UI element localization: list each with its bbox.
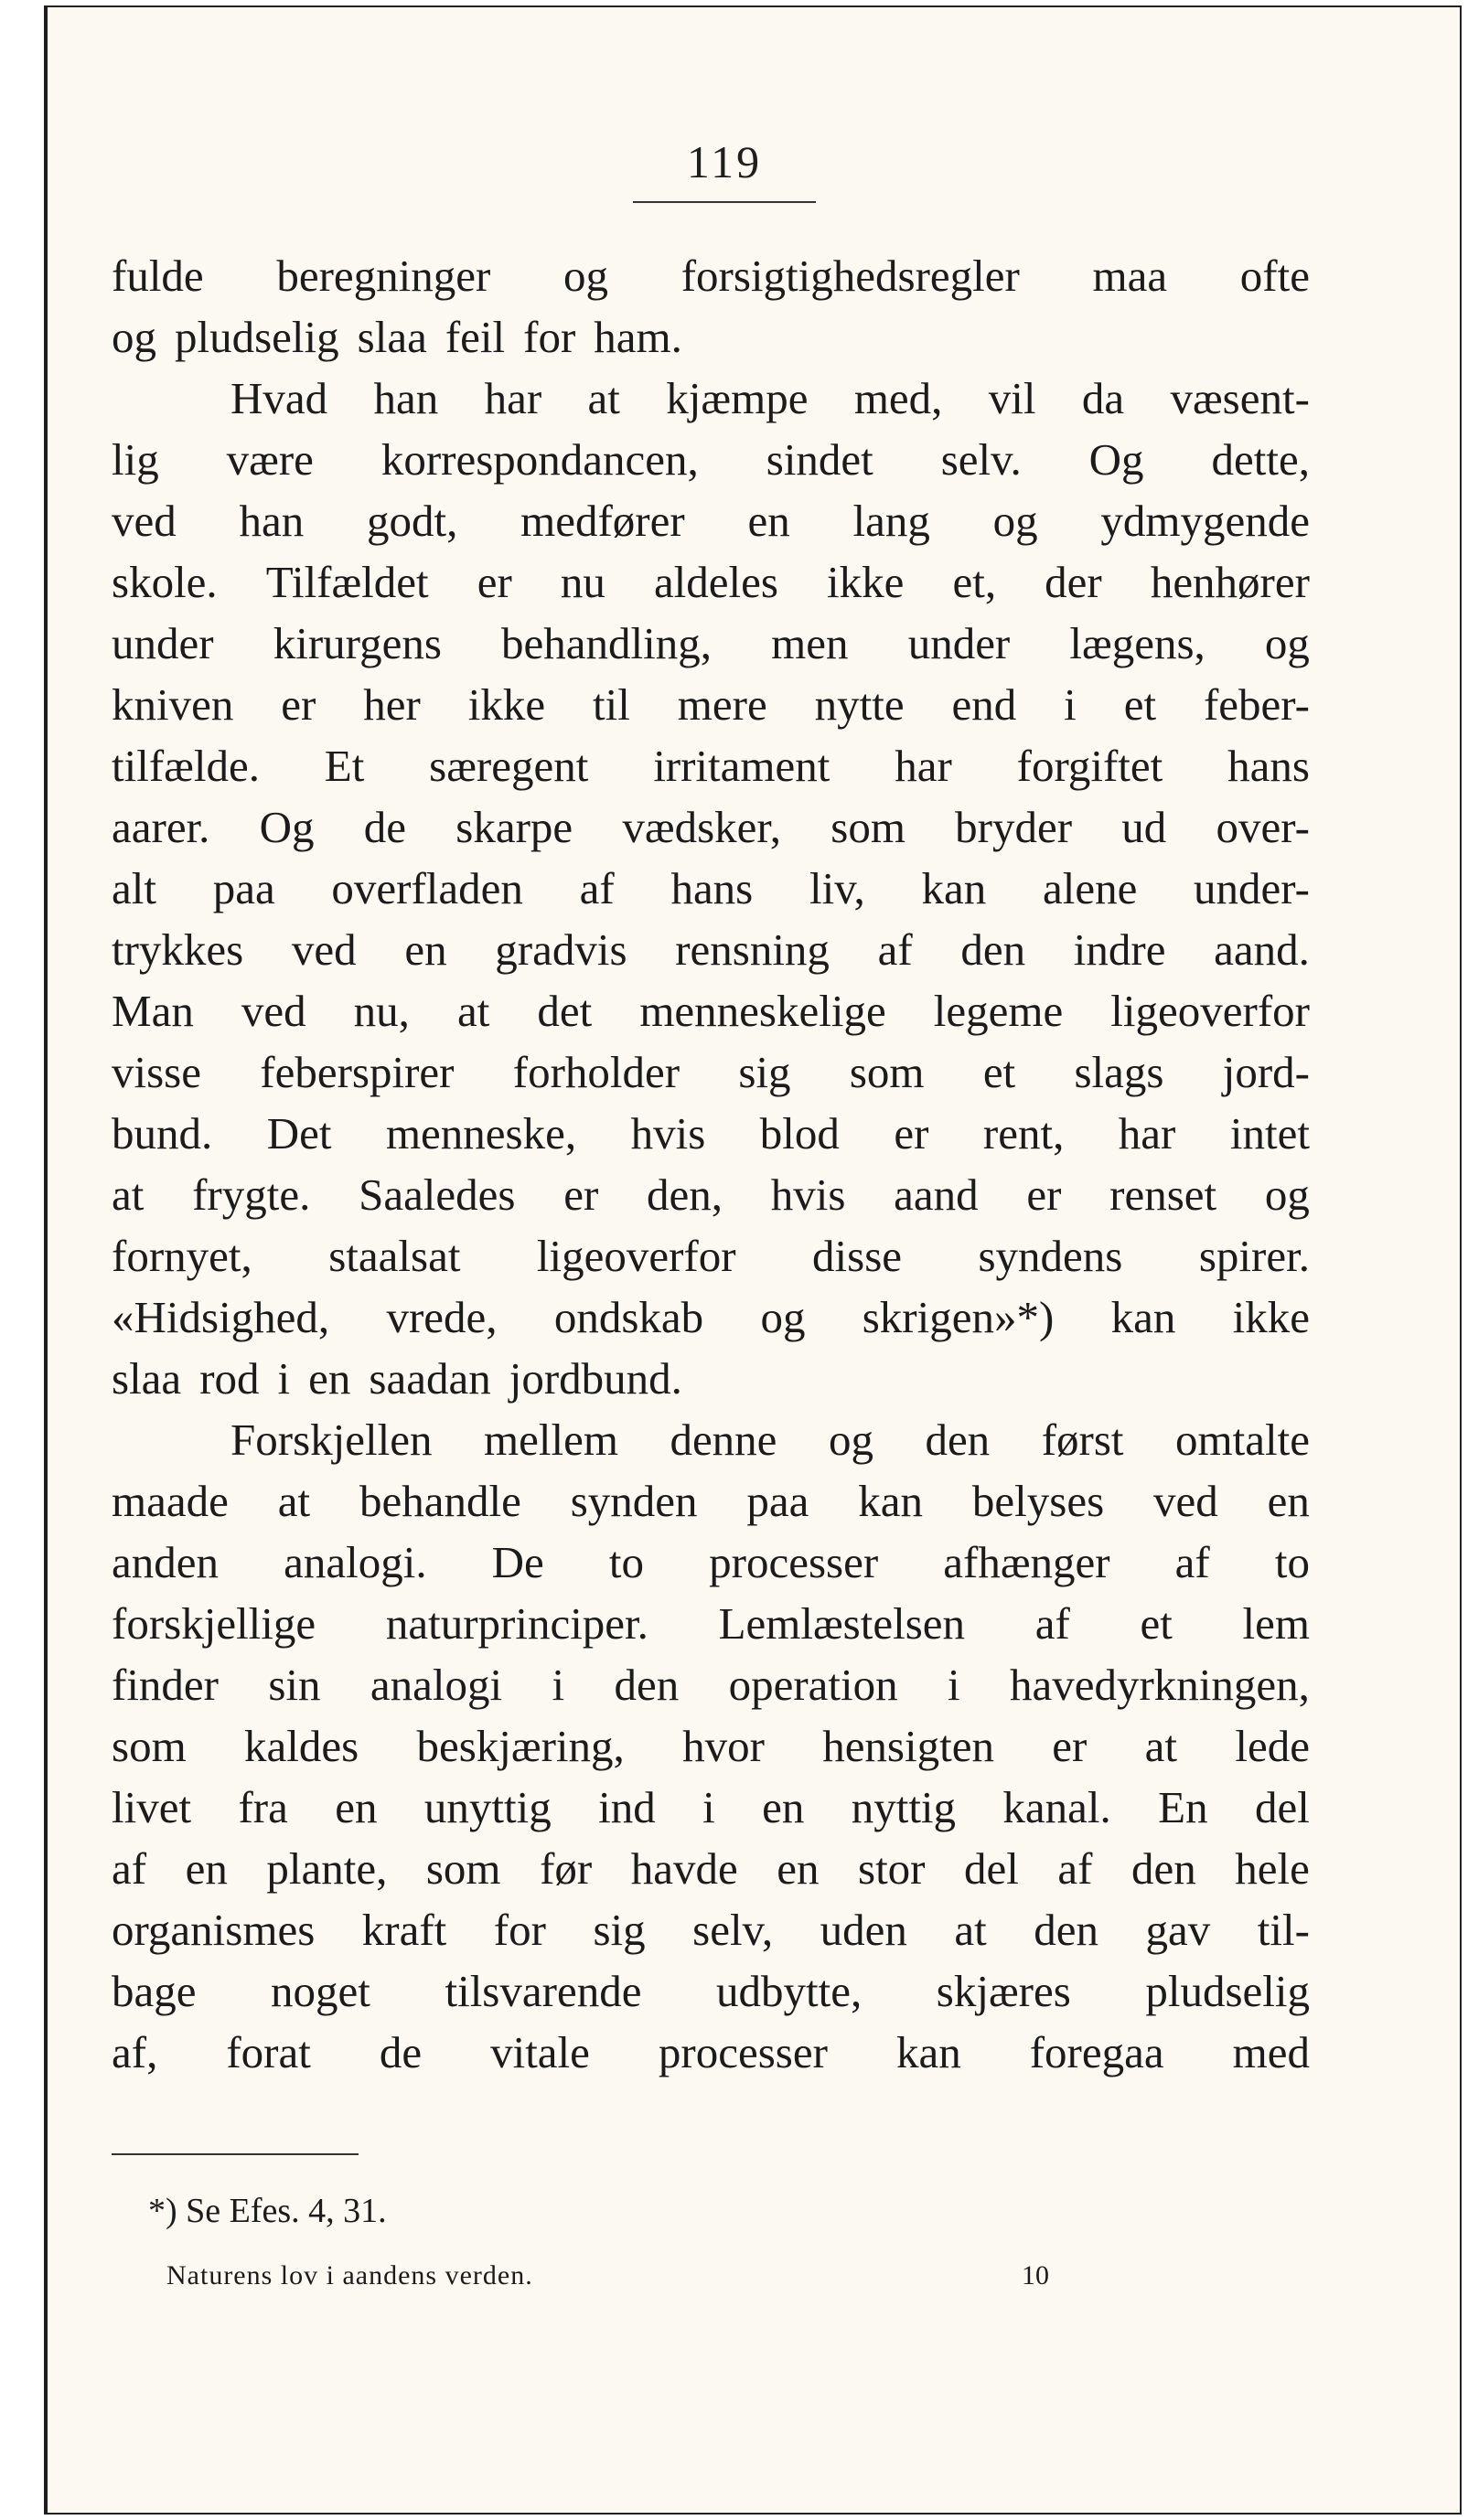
word: hans — [1227, 741, 1310, 791]
word: blod — [759, 1108, 840, 1159]
word: noget — [271, 1966, 370, 2016]
word: ud — [1121, 802, 1167, 852]
book-page — [44, 5, 1462, 2515]
word: en — [335, 1782, 378, 1832]
word: kaldes — [243, 1721, 359, 1771]
word: en — [308, 1353, 351, 1404]
word: tilfælde. — [112, 741, 260, 791]
text-line — [112, 1777, 1310, 1838]
word: ligeoverfor — [536, 1231, 736, 1281]
word: under- — [1194, 863, 1310, 913]
word: overfladen — [331, 863, 523, 913]
word: Og — [259, 802, 315, 852]
word: analogi. — [284, 1537, 427, 1587]
word: synden — [570, 1476, 698, 1526]
word: der — [1045, 557, 1102, 607]
word: at — [112, 1169, 145, 1220]
word: forgiftet — [1016, 741, 1163, 791]
text-line — [112, 1164, 1310, 1225]
word: nyttig — [851, 1782, 957, 1832]
word: menneske, — [385, 1108, 577, 1159]
word: at — [1144, 1721, 1178, 1771]
page-number: 119 — [686, 136, 763, 187]
word: De — [491, 1537, 544, 1587]
word: en — [404, 924, 447, 975]
word: har — [1118, 1108, 1176, 1159]
word: ved — [291, 924, 357, 975]
word: med, — [853, 373, 943, 423]
word: har — [484, 373, 542, 423]
word: finder — [112, 1660, 219, 1710]
word: af — [112, 1843, 147, 1894]
word: aldeles — [653, 557, 778, 607]
word: sig — [738, 1047, 791, 1097]
word: Forskjellen — [230, 1415, 433, 1465]
word: bage — [112, 1966, 197, 2016]
word: er — [477, 557, 512, 607]
word: hvor — [682, 1721, 765, 1771]
word: den — [925, 1415, 991, 1465]
word: selv, — [692, 1905, 774, 1955]
word: fra — [238, 1782, 288, 1832]
word: lang — [852, 496, 930, 546]
word: intet — [1229, 1108, 1310, 1159]
word: processer — [709, 1537, 879, 1587]
word: havedyrkningen, — [1009, 1660, 1310, 1710]
word: frygte. — [192, 1169, 311, 1220]
word: og — [1264, 1169, 1310, 1220]
word: belyses — [971, 1476, 1105, 1526]
word: mere — [677, 679, 767, 730]
word: er — [1052, 1721, 1088, 1771]
word: rent, — [982, 1108, 1065, 1159]
word: som — [849, 1047, 925, 1097]
word: et — [1123, 679, 1157, 730]
text-line — [112, 980, 1310, 1041]
word: del — [1254, 1782, 1310, 1832]
word: alene — [1042, 863, 1138, 913]
word: beskjæring, — [416, 1721, 625, 1771]
word: sindet — [766, 434, 873, 485]
word: til- — [1257, 1905, 1310, 1955]
word: hvis — [630, 1108, 706, 1159]
word: ikke — [467, 679, 546, 730]
word: væsent- — [1170, 373, 1310, 423]
word: dette, — [1211, 434, 1310, 485]
word: være — [226, 434, 314, 485]
word: af — [1034, 1598, 1070, 1649]
signature-line: Naturens lov i aandens verden. — [166, 2260, 533, 2290]
word: kan — [921, 863, 987, 913]
word: maa — [1092, 251, 1168, 301]
word: godt, — [367, 496, 458, 546]
word: er — [894, 1108, 929, 1159]
text-line — [112, 1041, 1310, 1103]
word: fulde — [112, 251, 204, 301]
word: En — [1158, 1782, 1208, 1832]
word: nu, — [353, 986, 410, 1036]
word: tilsvarende — [445, 1966, 642, 2016]
word: er — [563, 1169, 599, 1220]
word: to — [608, 1537, 645, 1587]
word: slags — [1074, 1047, 1164, 1097]
word: stor — [858, 1843, 926, 1894]
word: lede — [1235, 1721, 1310, 1771]
word: i — [702, 1782, 715, 1832]
word: i — [277, 1353, 291, 1404]
word: som — [112, 1721, 187, 1771]
word: skrigen»*) — [862, 1292, 1055, 1342]
word: liv, — [809, 863, 865, 913]
word: under — [907, 618, 1011, 668]
word: vædsker, — [622, 802, 782, 852]
text-line — [112, 735, 1310, 796]
word: kniven — [112, 679, 234, 730]
word: Hvad — [230, 373, 328, 423]
word: afhænger — [943, 1537, 1110, 1587]
text-line — [112, 1899, 1310, 1960]
word: kirurgens — [273, 618, 442, 668]
word: hvis — [770, 1169, 846, 1220]
word: at — [587, 373, 620, 423]
page-number-rule — [633, 201, 816, 203]
word: visse — [112, 1047, 201, 1097]
text-line — [112, 1532, 1310, 1593]
word: end — [951, 679, 1017, 730]
word: forsigtighedsregler — [680, 251, 1020, 301]
word: menneskelige — [639, 986, 886, 1036]
word: ved — [112, 496, 177, 546]
word: hensigten — [822, 1721, 994, 1771]
word: forholder — [512, 1047, 680, 1097]
word: korrespondancen, — [380, 434, 699, 485]
word: havde — [630, 1843, 738, 1894]
word: organismes — [112, 1905, 316, 1955]
word: at — [456, 986, 490, 1036]
word: staalsat — [328, 1231, 461, 1281]
text-line — [112, 919, 1310, 980]
word: saadan — [369, 1353, 491, 1404]
word: den — [1034, 1905, 1098, 1955]
word: omtalte — [1175, 1415, 1310, 1465]
word: en — [1267, 1476, 1310, 1526]
word: kanal. — [1002, 1782, 1111, 1832]
word: nytte — [814, 679, 905, 730]
word: ondskab — [553, 1292, 704, 1342]
word: de — [379, 2027, 423, 2077]
footnote: *) Se Efes. 4, 31. — [148, 2192, 387, 2230]
word: livet — [112, 1782, 192, 1832]
word: forskjellige — [112, 1598, 316, 1649]
word: renset — [1109, 1169, 1217, 1220]
word: Man — [112, 986, 194, 1036]
word: ved — [241, 986, 306, 1036]
word: alt — [112, 863, 156, 913]
word: først — [1041, 1415, 1124, 1465]
text-line — [112, 796, 1310, 858]
text-line — [112, 551, 1310, 613]
word: gradvis — [495, 924, 627, 975]
word: i — [948, 1660, 960, 1710]
word: ydmygende — [1100, 496, 1310, 546]
text-line — [112, 1470, 1310, 1532]
word: processer — [658, 2027, 828, 2077]
word: beregninger — [276, 251, 491, 301]
word: og — [760, 1292, 806, 1342]
word: legeme — [933, 986, 1064, 1036]
word: Og — [1088, 434, 1144, 485]
word: ikke — [1232, 1292, 1310, 1342]
word: to — [1274, 1537, 1310, 1587]
word: af — [877, 924, 913, 975]
word: et, — [952, 557, 997, 607]
word: Lemlæstelsen — [718, 1598, 966, 1649]
text-line — [112, 1348, 1310, 1409]
text-line — [112, 429, 1310, 490]
word: aand — [894, 1169, 979, 1220]
word: men — [771, 618, 849, 668]
word: Saaledes — [359, 1169, 516, 1220]
word: er — [281, 679, 316, 730]
word: i — [552, 1660, 565, 1710]
word: rod — [199, 1353, 260, 1404]
word: trykkes — [112, 924, 244, 975]
word: ofte — [1239, 251, 1310, 301]
word: kan — [1110, 1292, 1176, 1342]
word: for — [493, 1905, 546, 1955]
word: behandle — [359, 1476, 521, 1526]
word: at — [277, 1476, 311, 1526]
word: maade — [112, 1476, 229, 1526]
word: denne — [670, 1415, 777, 1465]
word: hele — [1235, 1843, 1310, 1894]
word: har — [895, 741, 952, 791]
word: aand. — [1214, 924, 1310, 975]
word: en — [185, 1843, 228, 1894]
word: for — [523, 312, 576, 362]
word: lægens, — [1069, 618, 1205, 668]
word: da — [1081, 373, 1125, 423]
text-line — [112, 1654, 1310, 1715]
word: Et — [324, 741, 365, 791]
word: irritament — [653, 741, 830, 791]
word: vrede, — [386, 1292, 498, 1342]
word: som — [425, 1843, 501, 1894]
text-line — [112, 2022, 1310, 2083]
text-line — [112, 1103, 1310, 1164]
word: skjæres — [936, 1966, 1071, 2016]
word: den — [1131, 1843, 1196, 1894]
word: syndens — [978, 1231, 1123, 1281]
word: «Hidsighed, — [112, 1292, 330, 1342]
word: til — [593, 679, 630, 730]
word: sin — [268, 1660, 321, 1710]
word: lem — [1242, 1598, 1310, 1649]
word: en — [762, 1782, 805, 1832]
word: at — [954, 1905, 987, 1955]
word: og — [1264, 618, 1310, 668]
word: feber- — [1203, 679, 1310, 730]
word: rensning — [675, 924, 830, 975]
word: uden — [820, 1905, 907, 1955]
word: ligeoverfor — [1110, 986, 1310, 1036]
word: foregaa — [1029, 2027, 1164, 2077]
word: ved — [1153, 1476, 1218, 1526]
word: behandling, — [501, 618, 713, 668]
text-line — [112, 368, 1310, 429]
word: ind — [598, 1782, 656, 1832]
word: slaa — [112, 1353, 182, 1404]
word: spirer. — [1198, 1231, 1310, 1281]
word: under — [112, 618, 214, 668]
text-line — [112, 1593, 1310, 1654]
word: aarer. — [112, 802, 210, 852]
word: og — [828, 1415, 873, 1465]
word: vitale — [490, 2027, 590, 2077]
word: analogi — [370, 1660, 503, 1710]
word: bund. — [112, 1108, 213, 1159]
word: naturprinciper. — [385, 1598, 648, 1649]
word: pludselig — [175, 312, 339, 362]
word: medfører — [520, 496, 685, 546]
text-line — [112, 245, 1310, 306]
word: Det — [266, 1108, 332, 1159]
word: paa — [746, 1476, 809, 1526]
text-line — [112, 1715, 1310, 1777]
word: skole. — [112, 557, 218, 607]
word: før — [540, 1843, 593, 1894]
word: kan — [895, 2027, 961, 2077]
word: henhører — [1150, 557, 1310, 607]
word: han — [239, 496, 305, 546]
word: er — [1026, 1169, 1062, 1220]
word: operation — [728, 1660, 898, 1710]
word: de — [363, 802, 407, 852]
word: gav — [1145, 1905, 1211, 1955]
signature-number: 10 — [1022, 2260, 1049, 2290]
word: kjæmpe — [666, 373, 809, 423]
word: særegent — [429, 741, 589, 791]
word: den — [614, 1660, 680, 1710]
word: det — [537, 986, 593, 1036]
word: Tilfældet — [265, 557, 429, 607]
text-line — [112, 858, 1310, 919]
word: del — [964, 1843, 1019, 1894]
word: af — [1174, 1537, 1210, 1587]
word: vil — [988, 373, 1036, 423]
word: mellem — [483, 1415, 618, 1465]
word: skarpe — [455, 802, 573, 852]
word: pludselig — [1145, 1966, 1310, 2016]
word: bryder — [955, 802, 1073, 852]
word: og — [563, 251, 609, 301]
word: unyttig — [423, 1782, 552, 1832]
text-line — [112, 674, 1310, 735]
text-line — [112, 1960, 1310, 2022]
word: plante, — [266, 1843, 388, 1894]
text-line — [112, 1287, 1310, 1348]
word: af — [579, 863, 615, 913]
text-line — [112, 1838, 1310, 1899]
word: og — [992, 496, 1038, 546]
word: udbytte, — [716, 1966, 863, 2016]
footnote-rule — [112, 2153, 359, 2155]
word: jord- — [1222, 1047, 1310, 1097]
word: ham. — [594, 312, 682, 362]
word: og — [112, 312, 156, 362]
word: indre — [1073, 924, 1166, 975]
text-line — [112, 490, 1310, 551]
word: slaa — [357, 312, 427, 362]
word: af — [1057, 1843, 1093, 1894]
text-line — [112, 613, 1310, 674]
word: han — [373, 373, 439, 423]
word: selv. — [940, 434, 1022, 485]
word: fornyet, — [112, 1231, 252, 1281]
word: forat — [226, 2027, 311, 2077]
word: nu — [560, 557, 605, 607]
text-line — [112, 306, 1310, 368]
word: paa — [212, 863, 275, 913]
text-line — [112, 1409, 1310, 1470]
word: et — [1140, 1598, 1173, 1649]
word: et — [982, 1047, 1016, 1097]
body-text — [112, 245, 1310, 2083]
word: den, — [647, 1169, 723, 1220]
word: her — [363, 679, 421, 730]
word: sig — [593, 1905, 646, 1955]
word: af, — [112, 2027, 158, 2077]
word: jordbund. — [509, 1353, 682, 1404]
word: hans — [670, 863, 754, 913]
word: en — [777, 1843, 820, 1894]
word: som — [830, 802, 905, 852]
word: med — [1232, 2027, 1310, 2077]
word: i — [1064, 679, 1077, 730]
word: lig — [112, 434, 159, 485]
text-line — [112, 1225, 1310, 1287]
word: disse — [812, 1231, 903, 1281]
word: over- — [1216, 802, 1310, 852]
word: den — [960, 924, 1026, 975]
word: anden — [112, 1537, 219, 1587]
word: kraft — [361, 1905, 447, 1955]
word: en — [747, 496, 790, 546]
word: kan — [858, 1476, 924, 1526]
word: ikke — [827, 557, 905, 607]
word: feberspirer — [260, 1047, 455, 1097]
word: feil — [445, 312, 506, 362]
